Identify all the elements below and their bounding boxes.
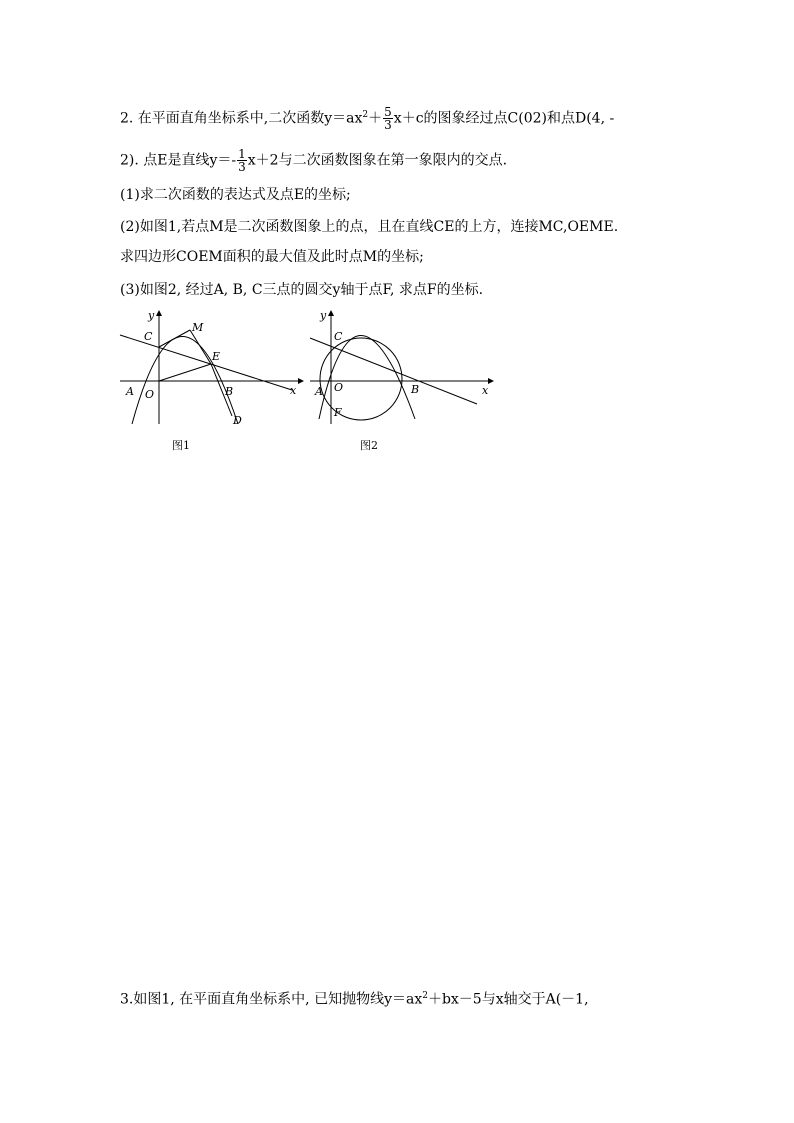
figure-1-caption: 图1 bbox=[172, 439, 190, 452]
label-c: C bbox=[144, 330, 153, 343]
problem2-text: ＋ bbox=[368, 110, 383, 127]
figure-2-caption: 图2 bbox=[360, 439, 378, 452]
label-y: y bbox=[320, 309, 327, 322]
problem2-text: 2. 在平面直角坐标系中,二次函数y＝ax bbox=[120, 110, 363, 127]
question-1: (1)求二次函数的表达式及点E的坐标; bbox=[120, 187, 351, 203]
label-m: M bbox=[192, 321, 204, 334]
label-o: O bbox=[334, 381, 344, 394]
fraction-denominator: 3 bbox=[238, 160, 246, 174]
label-a: A bbox=[315, 385, 323, 398]
y-axis-arrow bbox=[156, 310, 162, 316]
label-b: B bbox=[411, 383, 420, 396]
label-e: E bbox=[212, 350, 221, 363]
label-o: O bbox=[145, 388, 155, 401]
superscript: 2 bbox=[362, 110, 369, 120]
fraction-numerator: 5 bbox=[384, 105, 392, 120]
problem2-line2 bbox=[120, 148, 507, 173]
figure-1-diagram bbox=[110, 304, 310, 439]
problem3-line1 bbox=[120, 987, 589, 1009]
circle-abc bbox=[320, 338, 402, 420]
superscript: 2 bbox=[422, 991, 428, 1001]
problem3-text: 3.如图1, 在平面直角坐标系中, 已知抛物线y＝ax bbox=[120, 991, 423, 1008]
label-c: C bbox=[334, 330, 343, 343]
problem2-text: x＋2与二次函数图象在第一象限内的交点. bbox=[247, 152, 508, 169]
x-axis-arrow bbox=[488, 378, 494, 384]
label-x: x bbox=[482, 384, 489, 397]
label-d: D bbox=[233, 414, 242, 427]
label-f: F bbox=[334, 406, 342, 419]
problem2-line1 bbox=[120, 106, 614, 131]
problem3-text: ＋bx－5与x轴交于A(－1, bbox=[427, 991, 589, 1008]
y-axis-arrow bbox=[328, 310, 334, 316]
fraction bbox=[383, 106, 393, 131]
parabola-curve bbox=[132, 337, 238, 425]
segment-oe bbox=[159, 364, 211, 381]
question-2a: (2)如图1,若点M是二次函数图象上的点，且在直线CE的上方，连接MC,OEME. bbox=[120, 219, 619, 235]
label-a: A bbox=[126, 385, 134, 398]
problem2-text: x＋c的图象经过点C(02)和点D(4, - bbox=[393, 110, 615, 127]
question-2b: 求四边形COEM面积的最大值及此时点M的坐标; bbox=[120, 249, 424, 265]
fraction-numerator: 1 bbox=[238, 147, 246, 161]
segment-cm bbox=[159, 330, 190, 347]
fraction-denominator: 3 bbox=[384, 118, 392, 133]
label-x: x bbox=[290, 384, 297, 397]
label-b: B bbox=[225, 385, 234, 398]
line-ce bbox=[310, 338, 477, 404]
label-y: y bbox=[148, 309, 155, 322]
figure-2-diagram bbox=[305, 304, 505, 439]
x-axis-arrow bbox=[298, 378, 304, 384]
fraction bbox=[237, 148, 247, 173]
question-3: (3)如图2, 经过A, B, C三点的圆交y轴于点F, 求点F的坐标. bbox=[120, 282, 484, 298]
problem2-text: 2). 点E是直线y＝- bbox=[120, 152, 237, 169]
